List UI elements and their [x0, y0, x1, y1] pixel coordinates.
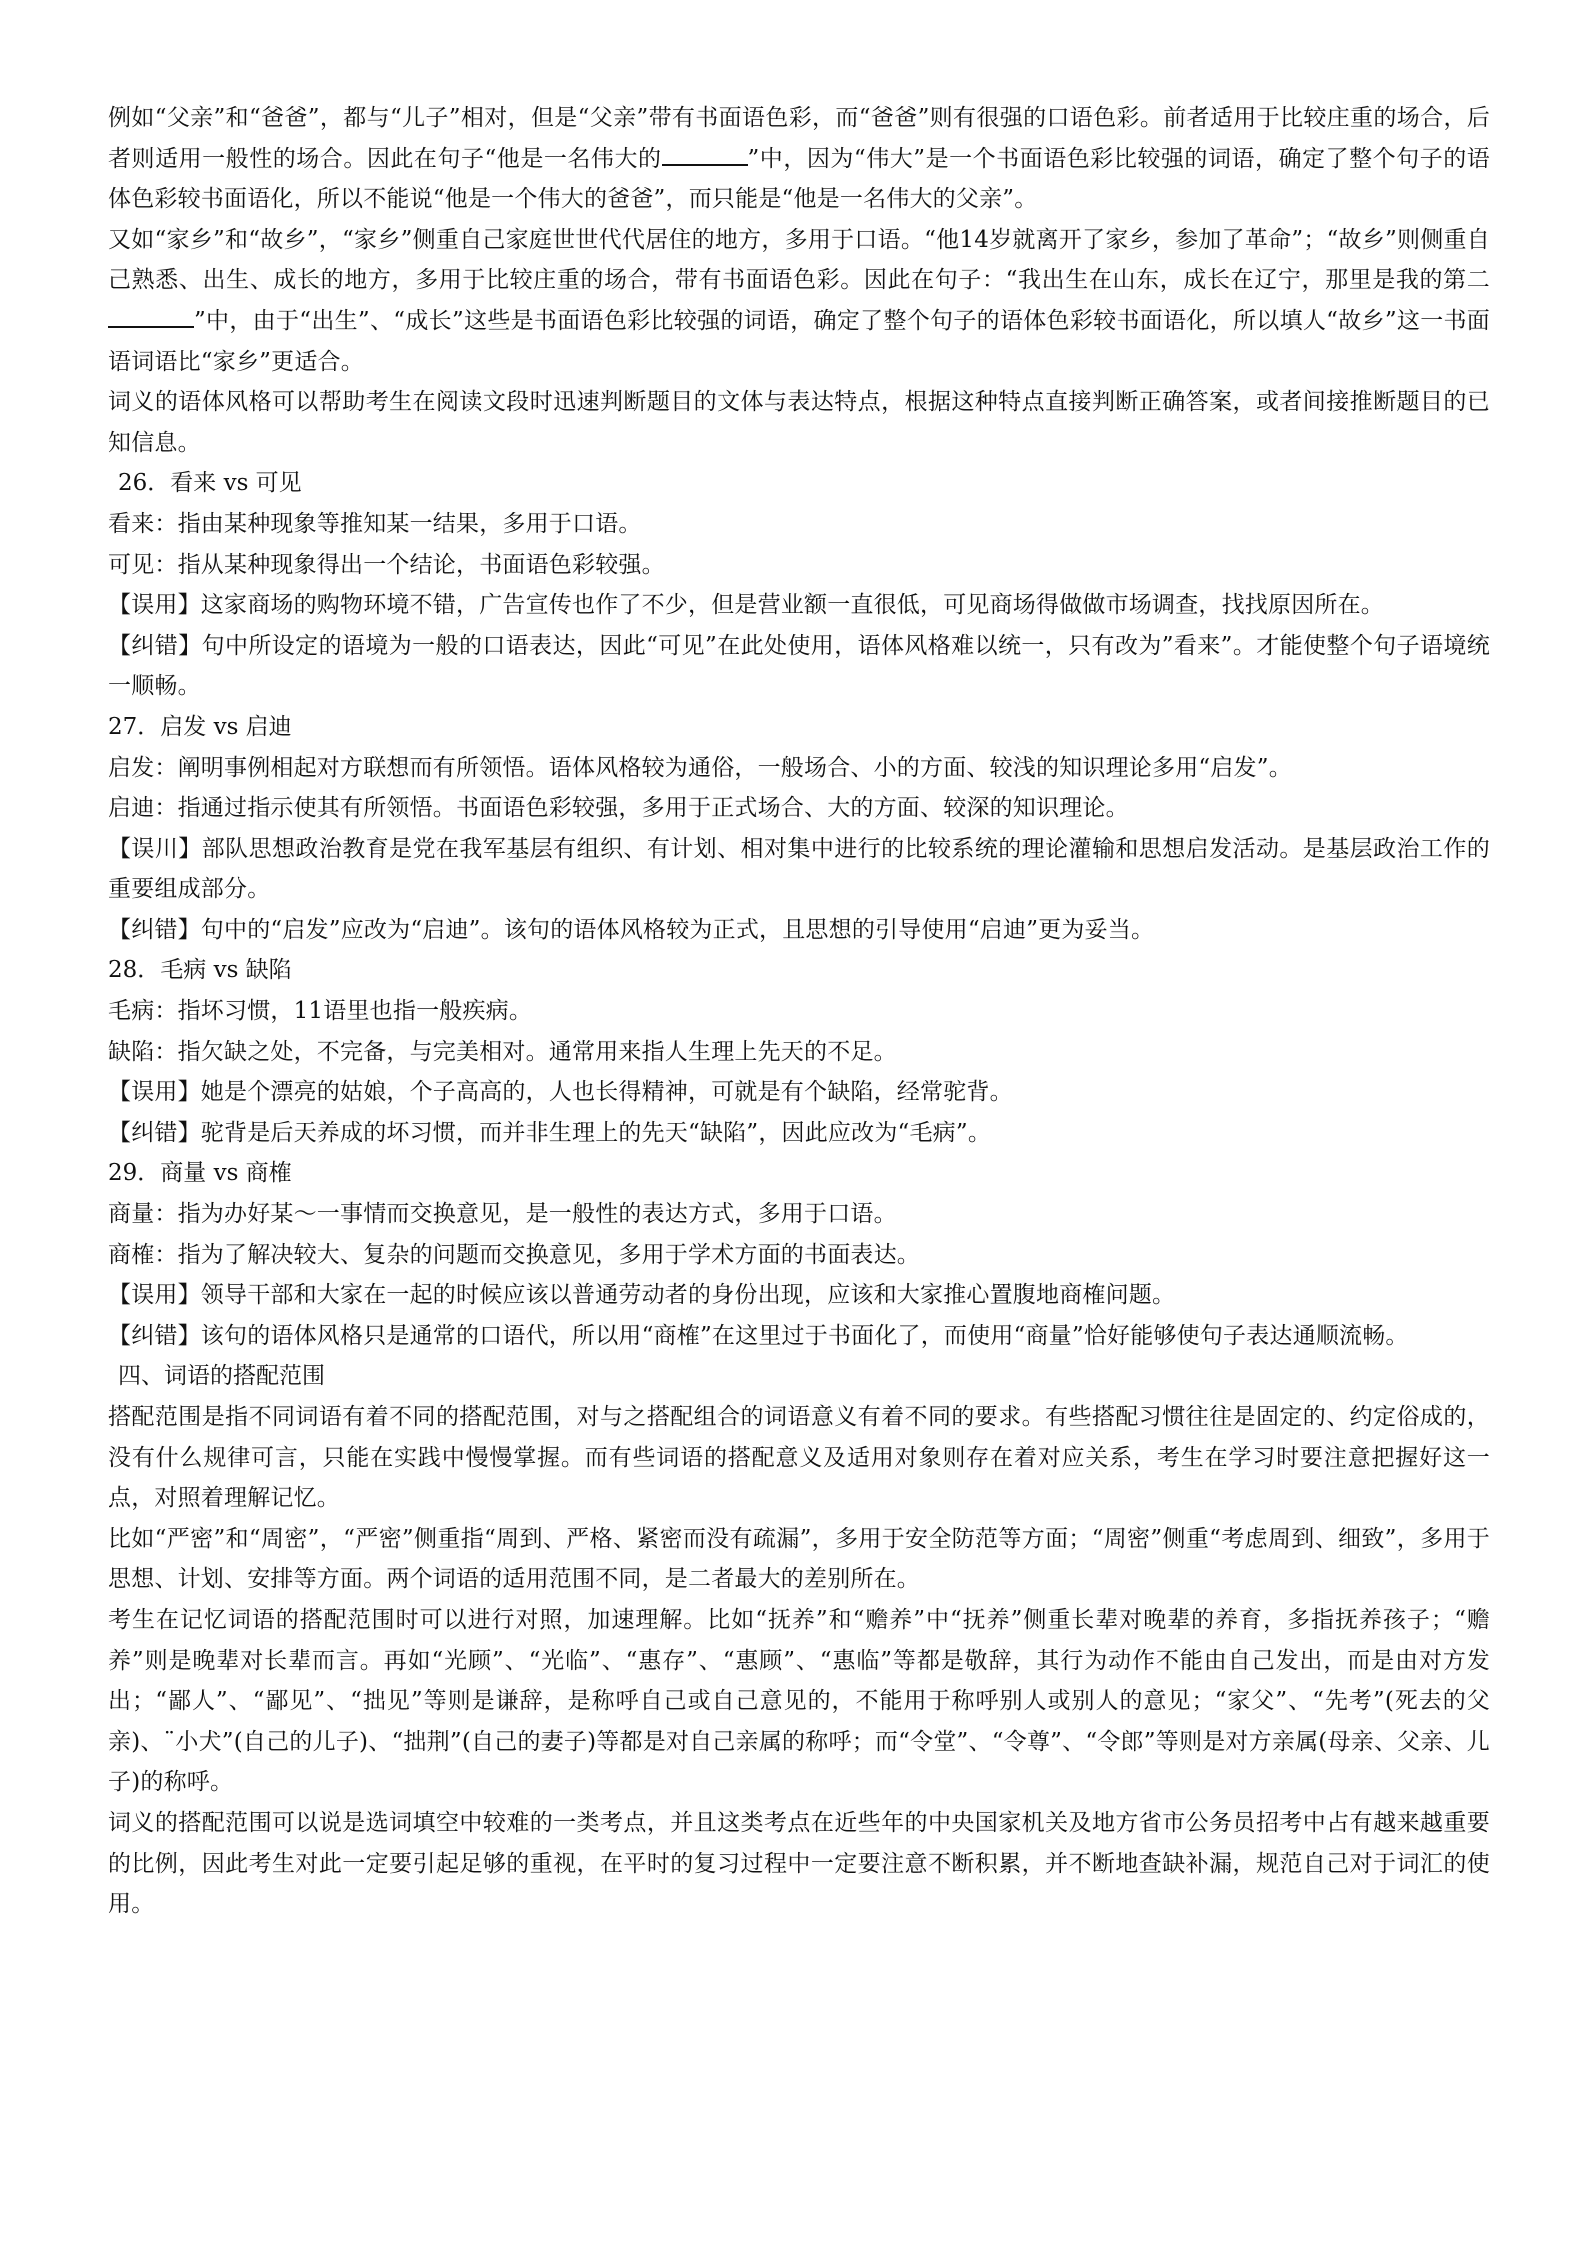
intro-paragraph-2-part-b: ”中，由于“出生”、“成长”这些是书面语色彩比较强的词语，确定了整个句子的语体色彩较书面语化，所以填人“故乡”这一书面语词语比“家乡”更适合。 [108, 307, 1490, 375]
intro-paragraph-2-part-a: 又如“家乡”和“故乡”，“家乡”侧重自己家庭世世代代居住的地方，多用于口语。“他14岁就离开了家乡，参加了革命”；“故乡”则侧重自己熟悉、出生、成长的地方，多用于比较庄重的场合，带有书面语色彩。因此在句子：“我出生在山东，成长在辽宁，那里是我的第二 [108, 226, 1490, 294]
item-29-definition-1: 商量：指为办好某～一事情而交换意见，是一般性的表达方式，多用于口语。 [108, 1201, 897, 1228]
item-28-misuse: 【误用】她是个漂亮的姑娘，个子高高的，人也长得精神，可就是有个缺陷，经常驼背。 [108, 1079, 1013, 1106]
intro-paragraph-1-part-b: ”中，因为“伟大”是一个书面语色彩比较强的词语，确定了整个句子的语体色彩较书面语化，所以不能说“他是一个伟大的爸爸”，而只能是“他是一名伟大的父亲”。 [108, 145, 1490, 213]
intro-paragraph-1 [108, 98, 1490, 220]
item-29-definition-2: 商榷：指为了解决较大、复杂的问题而交换意见，多用于学术方面的书面表达。 [108, 1241, 920, 1268]
intro-paragraph-2 [108, 220, 1490, 382]
item-28-title: 28．毛病 vs 缺陷 [108, 957, 292, 984]
section-4-paragraph-1: 搭配范围是指不同词语有着不同的搭配范围，对与之搭配组合的词语意义有着不同的要求。有些搭配习惯往往是固定的、约定俗成的，没有什么规律可言，只能在实践中慢慢掌握。而有些词语的搭配意义及适用对象则存在着对应关系，考生在学习时要注意把握好这一点，对照着理解记忆。 [108, 1404, 1490, 1512]
intro-paragraph-1-part-a: 例如“父亲”和“爸爸”，都与“儿子”相对，但是“父亲”带有书面语色彩，而“爸爸”则有很强的口语色彩。前者适用于比较庄重的场合，后者则适用一般性的场合。因此在句子“他是一名伟大的 [108, 105, 1490, 172]
item-29-misuse: 【误用】领导干部和大家在一起的时候应该以普通劳动者的身份出现，应该和大家推心置腹地商榷问题。 [108, 1282, 1176, 1309]
section-4-paragraph-4: 词义的搭配范围可以说是选词填空中较难的一类考点，并且这类考点在近些年的中央国家机关及地方省市公务员招考中占有越来越重要的比例，因此考生对此一定要引起足够的重视，在平时的复习过程中一定要注意不断积累，并不断地查缺补漏，规范自己对于词汇的使用。 [108, 1809, 1490, 1918]
item-28-correction: 【纠错】驼背是后天养成的坏习惯，而并非生理上的先天“缺陷”，因此应改为“毛病”。 [108, 1119, 992, 1146]
item-26-definition-2: 可见：指从某种现象得出一个结论，书面语色彩较强。 [108, 551, 665, 578]
item-27-misuse: 【误川】部队思想政治教育是党在我军基层有组织、有计划、相对集中进行的比较系统的理论灌输和思想启发活动。是基层政治工作的重要组成部分。 [108, 835, 1490, 903]
item-27-definition-2: 启迪：指通过指示使其有所领悟。书面语色彩较强，多用于正式场合、大的方面、较深的知识理论。 [108, 795, 1129, 822]
item-26-title: 26．看来 vs 可见 [118, 470, 302, 497]
item-29-correction: 【纠错】该句的语体风格只是通常的口语代，所以用“商榷”在这里过于书面化了，而使用“商量”恰好能够使句子表达通顺流畅。 [108, 1322, 1409, 1349]
item-28-definition-2: 缺陷：指欠缺之处，不完备，与完美相对。通常用来指人生理上先天的不足。 [108, 1038, 897, 1065]
item-26-misuse: 【误用】这家商场的购物环境不错，广告宣传也作了不少，但是营业额一直很低，可见商场得做做市场调查，找找原因所在。 [108, 592, 1384, 619]
item-26-correction: 【纠错】句中所设定的语境为一般的口语表达，因此“可见”在此处使用，语体风格难以统一，只有改为”看来”。才能使整个句子语境统一顺畅。 [108, 632, 1490, 700]
section-4-paragraph-2: 比如“严密”和“周密”，“严密”侧重指“周到、严格、紧密而没有疏漏”，多用于安全防范等方面；“周密”侧重“考虑周到、细致”，多用于思想、计划、安排等方面。两个词语的适用范围不同，是二者最大的差别所在。 [108, 1525, 1490, 1593]
fill-blank-2 [108, 304, 194, 328]
item-27-correction: 【纠错】句中的“启发”应改为“启迪”。该句的语体风格较为正式，且思想的引导使用“启迪”更为妥当。 [108, 916, 1155, 943]
item-27-definition-1: 启发：阐明事例相起对方联想而有所领悟。语体风格较为通俗，一般场合、小的方面、较浅的知识理论多用“启发”。 [108, 754, 1292, 781]
item-26-definition-1: 看来：指由某种现象等推知某一结果，多用于口语。 [108, 510, 642, 537]
intro-paragraph-3: 词义的语体风格可以帮助考生在阅读文段时迅速判断题目的文体与表达特点，根据这种特点直接判断正确答案，或者间接推断题目的已知信息。 [108, 389, 1490, 456]
section-4-paragraph-3: 考生在记忆词语的搭配范围时可以进行对照，加速理解。比如“抚养”和“赡养”中“抚养”侧重长辈对晚辈的养育，多指抚养孩子；“赡养”则是晚辈对长辈而言。再如“光顾”、“光临”、“惠存”、“惠顾”、“惠临”等都是敬辞，其行为动作不能由自己发出，而是由对方发出；“鄙人”、“鄙见”、“拙见”等则是谦辞，是称呼自己或自己意见的，不能用于称呼别人或别人的意见；“家父”、“先考”(死去的父亲)、¨小犬”(自己的儿子)、“拙荆”(自己的妻子)等都是对自己亲属的称呼；而“令堂”、“令尊”、“令郎”等则是对方亲属(母亲、父亲、儿子)的称呼。 [108, 1606, 1490, 1796]
fill-blank-1 [662, 142, 748, 166]
section-4-heading: 四、词语的搭配范围 [118, 1363, 325, 1390]
item-27-title: 27．启发 vs 启迪 [108, 713, 292, 740]
item-29-title: 29．商量 vs 商榷 [108, 1160, 292, 1187]
item-28-definition-1: 毛病：指坏习惯，11语里也指一般疾病。 [108, 998, 533, 1025]
